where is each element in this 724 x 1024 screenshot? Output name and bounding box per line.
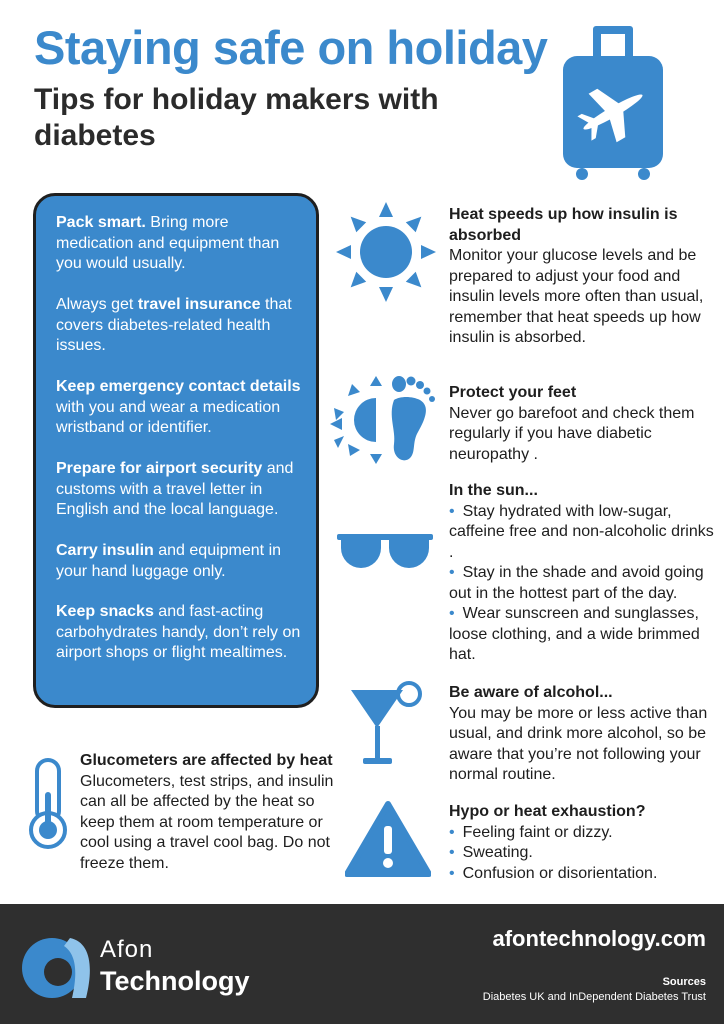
tip-carry-insulin: Carry insulin and equipment in your hand luggage only.: [56, 542, 282, 580]
tip-pack-smart: Pack smart. Bring more medication and equipment than you would usually.: [56, 214, 280, 272]
heat-body: Monitor your glucose levels and be prepared to adjust your food and insulin levels more often than usual, remember that heat speeds up how insulin is absorbed.: [449, 247, 704, 346]
hypo-section: [449, 802, 715, 884]
hypo-bullet: • Confusion or disorientation.: [449, 864, 715, 885]
hypo-title: Hypo or heat exhaustion?: [449, 803, 646, 820]
sources-label: Sources: [662, 976, 706, 988]
sun-icon: [336, 202, 436, 302]
footprint-icon: [386, 374, 438, 464]
afon-logo-icon: [18, 926, 92, 1004]
footer: [0, 904, 724, 1024]
tip-travel-insurance: Always get travel insurance that covers diabetes-related health issues.: [56, 296, 292, 354]
feet-section: [449, 383, 711, 465]
logo-text-technology: Technology: [100, 966, 250, 996]
glucometers-section: [80, 751, 342, 874]
feet-title: Protect your feet: [449, 384, 577, 401]
glucometers-body: Glucometers, test strips, and insulin can all be affected by the heat so keep them at room temperature or cool using a travel cool bag. Do not freeze them.: [80, 772, 334, 872]
page-title: Staying safe on holiday: [34, 21, 548, 74]
alcohol-section: [449, 683, 715, 786]
warning-icon: [345, 800, 431, 878]
cocktail-icon: [349, 680, 425, 768]
thermometer-icon: [28, 758, 68, 850]
alcohol-title: Be aware of alcohol...: [449, 684, 613, 701]
tip-airport-security: Prepare for airport security and customs with a travel letter in English and the local language.: [56, 460, 294, 518]
packing-tips-box: [33, 193, 319, 708]
alcohol-body: You may be more or less active than usual, and drink more alcohol, so be aware that you’re not following your normal routine.: [449, 704, 708, 783]
glucometers-title: Glucometers are affected by heat: [80, 752, 333, 769]
sun-section: [449, 481, 715, 666]
half-sun-icon: [330, 374, 382, 464]
tip-keep-snacks: Keep snacks and fast-acting carbohydrates handy, don’t rely on airport shops or flight mealtimes.: [56, 603, 301, 661]
sun-bullet: • Stay in the shade and avoid going out in the hottest part of the day.: [449, 563, 715, 604]
website-link[interactable]: afontechnology.com: [492, 926, 706, 951]
tip-emergency-contact: Keep emergency contact details with you and wear a medication wristband or identifier.: [56, 378, 301, 436]
feet-body: Never go barefoot and check them regularly if you have diabetic neuropathy .: [449, 404, 695, 463]
sun-bullet: • Wear sunscreen and sunglasses, loose clothing, and a wide brimmed hat.: [449, 604, 715, 666]
sources-text: Diabetes UK and InDependent Diabetes Trust: [482, 991, 706, 1003]
suitcase-plane-icon: [560, 24, 666, 180]
hypo-bullet: • Sweating.: [449, 843, 715, 864]
logo-text-afon: Afon: [100, 936, 154, 963]
heat-title: Heat speeds up how insulin is absorbed: [449, 206, 678, 244]
page-subtitle: Tips for holiday makers with diabetes: [34, 83, 439, 152]
sunglasses-icon: [337, 528, 433, 572]
sun-title: In the sun...: [449, 482, 538, 499]
hypo-bullet: • Feeling faint or dizzy.: [449, 823, 715, 844]
sun-bullet: • Stay hydrated with low-sugar, caffeine free and non-alcoholic drinks .: [449, 502, 715, 564]
heat-section: [449, 205, 711, 349]
